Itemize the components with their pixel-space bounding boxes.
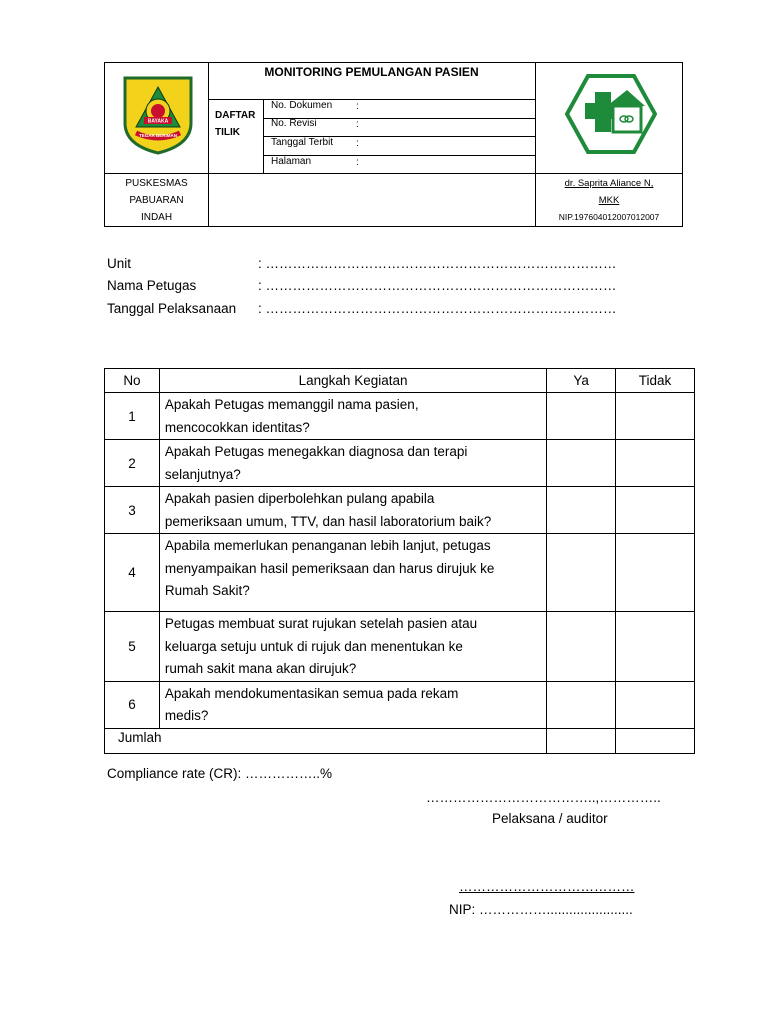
question-line: Apakah mendokumentasikan semua pada rekam — [164, 685, 459, 701]
signer-nip: NIP.197604012007012007 — [558, 212, 660, 222]
table-row — [105, 440, 695, 487]
row-number: 4 — [105, 534, 160, 612]
question-line: keluarga setuju untuk di rujuk dan menentukan ke — [164, 638, 463, 654]
org-line2: PABUARAN — [129, 195, 184, 206]
emblem-badge-text: BAYAKA — [147, 118, 169, 125]
ya-cell[interactable] — [547, 681, 616, 728]
table-row — [105, 681, 695, 728]
row-question — [159, 534, 546, 612]
signature-line[interactable]: ………………………………… — [459, 879, 635, 894]
row-number: 2 — [105, 440, 160, 487]
col-header-no: No — [105, 369, 160, 393]
info-tanggal-label: Tanggal Pelaksanaan — [107, 301, 237, 316]
document-header — [104, 62, 683, 227]
ya-cell[interactable] — [547, 534, 616, 612]
question-line: pemeriksaan umum, TTV, dan hasil laboratorium baik? — [164, 513, 492, 529]
signer-title: MKK — [598, 194, 620, 206]
row-number: 1 — [105, 393, 160, 440]
organization-name — [105, 175, 208, 226]
total-label: Jumlah — [105, 728, 547, 753]
field-label: Tanggal Terbit — [271, 137, 334, 148]
field-sep: : — [356, 101, 359, 112]
question-line: Apabila memerlukan penanganan lebih lanjut, petugas — [164, 538, 491, 553]
row-number: 6 — [105, 681, 160, 728]
table-row — [105, 393, 695, 440]
signer-name: dr. Saprita Aliance N, — [564, 178, 654, 189]
table-total-row — [105, 728, 695, 753]
question-line: Apakah Petugas menegakkan diagnosa dan terapi — [164, 444, 468, 459]
section-label-line1: DAFTAR — [215, 110, 256, 121]
question-line: Rumah Sakit? — [164, 583, 250, 598]
field-doc-number — [271, 100, 332, 111]
tidak-cell[interactable] — [616, 681, 695, 728]
table-row — [105, 612, 695, 682]
table-row — [105, 487, 695, 534]
checklist-table — [104, 368, 695, 754]
col-header-langkah: Langkah Kegiatan — [159, 369, 546, 393]
ya-cell[interactable] — [547, 440, 616, 487]
tidak-cell[interactable] — [616, 534, 695, 612]
tidak-cell[interactable] — [616, 393, 695, 440]
row-question — [159, 393, 546, 440]
tidak-cell[interactable] — [616, 612, 695, 682]
ya-cell[interactable] — [547, 393, 616, 440]
row-question — [159, 487, 546, 534]
row-question — [159, 440, 546, 487]
info-unit-label: Unit — [107, 256, 132, 271]
field-label: No. Dokumen — [271, 100, 333, 111]
org-line1: PUSKESMAS — [125, 178, 188, 189]
row-number: 5 — [105, 612, 160, 682]
info-unit-value[interactable]: : …………………………………………………………………… — [258, 256, 617, 271]
question-line: Apakah pasien diperbolehkan pulang apabila — [164, 491, 435, 506]
ya-cell[interactable] — [547, 612, 616, 682]
auditor-nip[interactable]: NIP: ……………....................... — [449, 902, 633, 917]
table-header-row — [105, 369, 695, 393]
auditor-role: Pelaksana / auditor — [492, 811, 608, 826]
place-date-line[interactable]: ………………………………..,………….. — [426, 790, 661, 805]
field-issue-date — [271, 137, 333, 148]
info-petugas-label: Nama Petugas — [107, 278, 197, 293]
field-sep: : — [356, 138, 359, 149]
question-line: Apakah Petugas memanggil nama pasien, — [164, 397, 419, 412]
row-question — [159, 681, 546, 728]
puskesmas-logo-icon — [565, 73, 657, 155]
total-tidak-cell[interactable] — [616, 728, 695, 753]
info-tanggal-value[interactable]: : …………………………………………………………………… — [258, 301, 617, 316]
tidak-cell[interactable] — [616, 440, 695, 487]
col-header-ya: Ya — [547, 369, 616, 393]
row-number: 3 — [105, 487, 160, 534]
signer-block — [536, 176, 682, 226]
question-line: selanjutnya? — [164, 466, 241, 482]
field-label: No. Revisi — [271, 118, 317, 129]
question-line: rumah sakit mana akan dirujuk? — [164, 661, 357, 676]
document-title: MONITORING PEMULANGAN PASIEN — [264, 65, 479, 79]
org-line3: INDAH — [140, 212, 173, 223]
field-sep: : — [356, 157, 359, 168]
compliance-rate: Compliance rate (CR): ……………..% — [107, 766, 333, 781]
emblem-motto-text: TEGAR BERIMAN — [139, 133, 177, 138]
ya-cell[interactable] — [547, 487, 616, 534]
row-question — [159, 612, 546, 682]
info-petugas-value[interactable]: : …………………………………………………………………… — [258, 278, 617, 293]
section-label — [215, 107, 255, 141]
question-line: Petugas membuat surat rujukan setelah pasien atau — [164, 616, 478, 631]
field-revision — [271, 118, 317, 129]
question-line: medis? — [164, 708, 209, 723]
tidak-cell[interactable] — [616, 487, 695, 534]
section-label-line2: TILIK — [215, 127, 240, 138]
question-line: menyampaikan hasil pemeriksaan dan harus dirujuk ke — [164, 560, 495, 576]
table-row — [105, 534, 695, 612]
field-label: Halaman — [271, 156, 312, 167]
regency-emblem-icon — [122, 75, 194, 155]
field-sep: : — [356, 119, 359, 130]
question-line: mencocokkan identitas? — [164, 419, 310, 435]
field-page — [271, 156, 311, 167]
col-header-tidak: Tidak — [616, 369, 695, 393]
total-ya-cell[interactable] — [547, 728, 616, 753]
